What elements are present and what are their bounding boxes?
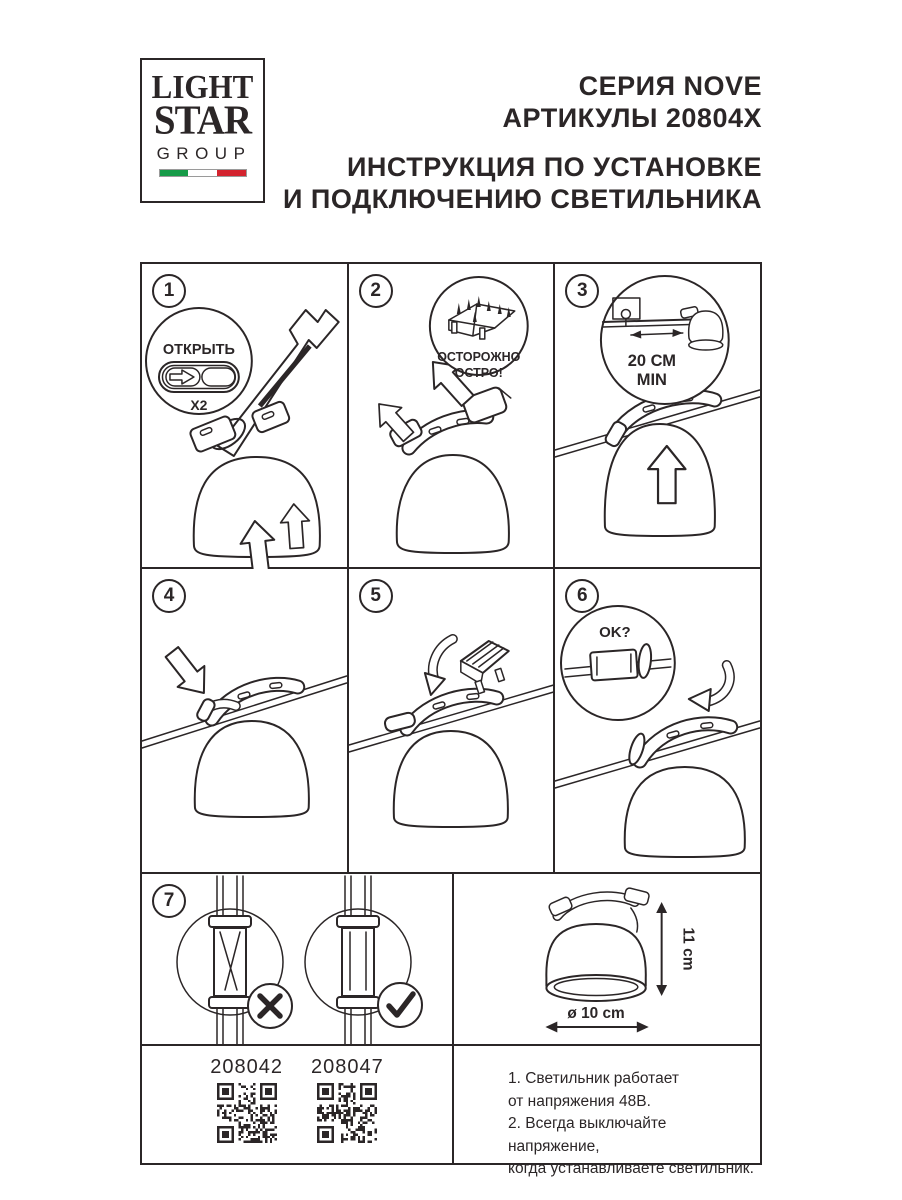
step-number-badge: 6 [565, 579, 599, 613]
open-callout [146, 308, 252, 414]
series-title: СЕРИЯ NOVE [578, 71, 762, 101]
diameter-dimension [545, 1005, 648, 1033]
step-number-badge: 7 [152, 884, 186, 918]
note-line: когда устанавливаете светильник. [508, 1160, 754, 1177]
instruction-title-line2: И ПОДКЛЮЧЕНИЮ СВЕТИЛЬНИКА [283, 184, 762, 214]
qr-code-icon [317, 1083, 377, 1143]
qr-item-right [311, 1056, 384, 1143]
instruction-title-line1: ИНСТРУКЦИЯ ПО УСТАНОВКЕ [347, 152, 762, 182]
step-number-badge: 5 [359, 579, 393, 613]
press-arrow [159, 642, 218, 704]
open-label: ОТКРЫТЬ [162, 341, 235, 359]
lamp-with-clamp [546, 887, 649, 1001]
rotate-arrow [689, 665, 730, 711]
note-line: от напряжения 48В. [508, 1092, 651, 1110]
lamp-dome [625, 767, 745, 857]
panel-notes [454, 1046, 760, 1177]
step-number-badge: 4 [152, 579, 186, 613]
article-code: 208047 [311, 1056, 384, 1078]
step-number-badge: 1 [152, 274, 186, 308]
step1-drawing [142, 264, 347, 567]
step-number-badge: 3 [565, 274, 599, 308]
x2-label: X2 [190, 396, 208, 414]
wrong-mark [248, 984, 292, 1028]
step2-drawing [349, 264, 554, 567]
header-titles [283, 70, 762, 215]
note-line: 1. Светильник работает [508, 1070, 679, 1087]
ok-label: OK? [599, 623, 632, 642]
height-dimension [656, 902, 696, 996]
panel-step-3 [555, 264, 760, 567]
lightstar-logo [140, 58, 265, 203]
warning-line1: ОСТОРОЖНО [436, 349, 521, 365]
instruction-grid [140, 262, 762, 1177]
step7-drawing [142, 874, 452, 1044]
panel-step-6 [555, 569, 760, 872]
italian-flag-icon [159, 169, 247, 177]
qr-item-left [210, 1056, 283, 1143]
distance-line2: MIN [637, 370, 668, 390]
ok-callout [561, 606, 675, 720]
warning-line2: ОСТРО! [454, 365, 503, 381]
step3-drawing [555, 264, 760, 567]
panel-step-7 [142, 874, 452, 1044]
logo-text-group: GROUP [156, 144, 252, 163]
step4-drawing [142, 569, 347, 872]
logo-text-star: STAR [153, 97, 252, 144]
panel-step-5 [349, 569, 554, 872]
step6-drawing [555, 569, 760, 872]
lamp-dome [396, 455, 508, 553]
panel-step-1 [142, 264, 347, 567]
safety-notes [508, 1068, 760, 1181]
step5-drawing [349, 569, 554, 872]
step-number-badge: 2 [359, 274, 393, 308]
article-code: 208042 [210, 1056, 283, 1078]
lamp-dome [195, 721, 309, 817]
height-label: 11 cm [679, 927, 697, 971]
diameter-label: ø 10 cm [567, 1004, 625, 1023]
distance-callout [601, 276, 729, 404]
rotate-arrow [425, 639, 453, 695]
connector-module [460, 641, 508, 694]
panel-qr-codes [142, 1046, 452, 1163]
articles-title: АРТИКУЛЫ 20804X [502, 103, 762, 133]
panel-step-2 [349, 264, 554, 567]
lamp-dome [393, 731, 507, 827]
panel-step-4 [142, 569, 347, 872]
correct-mark [378, 983, 422, 1027]
panel-dimensions [454, 874, 760, 1044]
qr-code-icon [217, 1083, 277, 1143]
logo-text-light: LIGHT [151, 67, 254, 106]
dimensions-drawing [454, 874, 760, 1044]
note-line: 2. Всегда выключайте напряжение, [508, 1115, 667, 1155]
distance-line1: 20 СМ [628, 351, 677, 371]
